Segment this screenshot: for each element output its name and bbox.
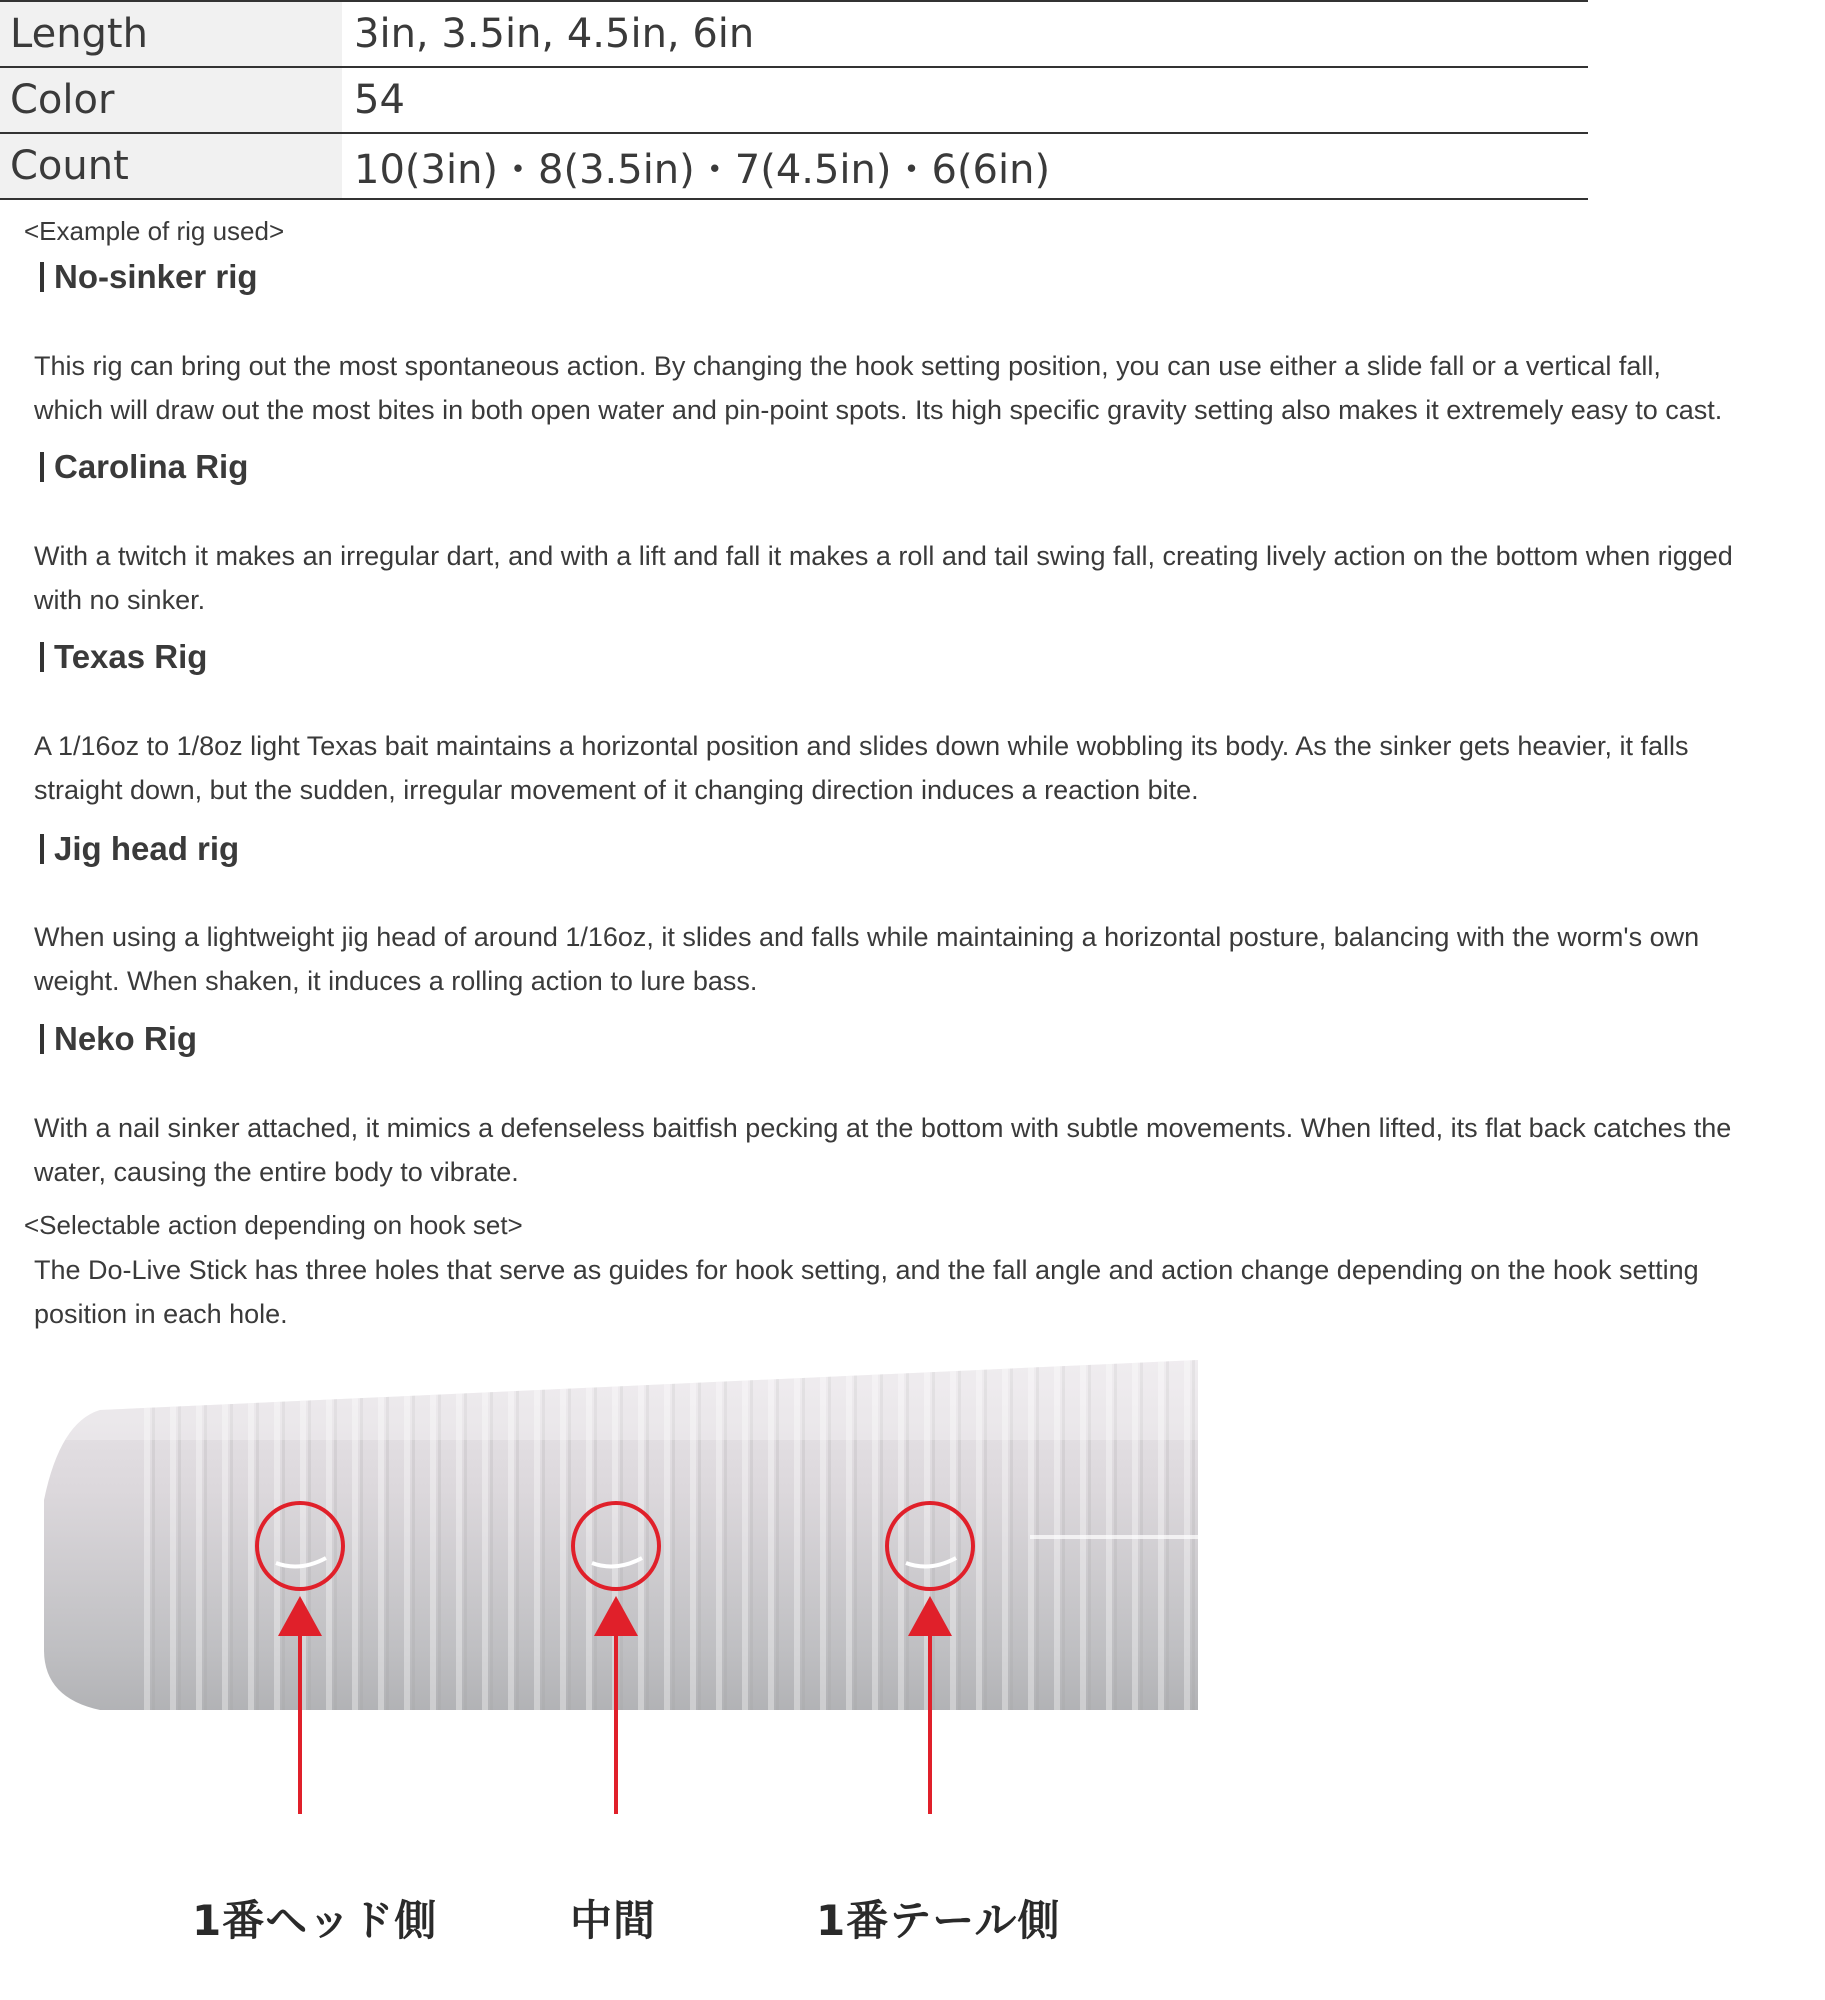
rig-title-text: Texas Rig bbox=[54, 638, 208, 675]
hook-section-description: The Do-Live Stick has three holes that serve as guides for hook setting, and the fall angle and action change depending on the hook setting position in each hole. bbox=[34, 1255, 1699, 1329]
worm-body bbox=[30, 1350, 1230, 1750]
hook-section-heading: <Selectable action depending on hook set> bbox=[24, 1210, 523, 1240]
label-tail-side: 1番テール側 bbox=[816, 1896, 1061, 1945]
rig-title-text: Neko Rig bbox=[54, 1020, 198, 1057]
spec-label: Color bbox=[0, 67, 342, 133]
worm-hook-diagram bbox=[30, 1350, 1230, 1950]
title-bar bbox=[40, 452, 44, 482]
spec-value: 3in, 3.5in, 4.5in, 6in bbox=[342, 1, 1588, 67]
rig-section-heading: <Example of rig used> bbox=[24, 216, 285, 246]
spec-label: Length bbox=[0, 1, 342, 67]
spec-row-length bbox=[0, 1, 1588, 67]
rig-description-neko: With a nail sinker attached, it mimics a defenseless baitfish pecking at the bottom with subtle movements. When lifted, its flat back catches the water, causing the entire body to vibrate. bbox=[34, 1113, 1732, 1187]
rig-title-text: Carolina Rig bbox=[54, 448, 249, 485]
title-bar bbox=[40, 262, 44, 292]
rig-title-text: Jig head rig bbox=[54, 830, 240, 867]
worm-photo bbox=[30, 1350, 1230, 1950]
rig-title-texas bbox=[40, 638, 207, 676]
rig-title-jig-head bbox=[40, 830, 239, 868]
rig-title-no-sinker bbox=[40, 258, 258, 296]
rig-description-jig-head: When using a lightweight jig head of around 1/16oz, it slides and falls while maintaining a horizontal posture, balancing with the worm's own weight. When shaken, it induces a rolling action to lure bass. bbox=[34, 922, 1700, 996]
rig-title-text: No-sinker rig bbox=[54, 258, 258, 295]
label-middle: 中間 bbox=[570, 1896, 657, 1945]
title-bar bbox=[40, 1024, 44, 1054]
spec-table bbox=[0, 0, 1588, 200]
title-bar bbox=[40, 642, 44, 672]
label-head-side: 1番ヘッド側 bbox=[192, 1896, 438, 1945]
rig-description-no-sinker: This rig can bring out the most spontaneous action. By changing the hook setting position, you can use either a slide fall or a vertical fall, which will draw out the most bites in both open water and pin-point spots. Its high specific gravity setting also makes it extremely easy to cast. bbox=[34, 351, 1723, 425]
rig-title-carolina bbox=[40, 448, 248, 486]
spec-value: 10(3in)・8(3.5in)・7(4.5in)・6(6in) bbox=[342, 133, 1588, 199]
rig-description-carolina: With a twitch it makes an irregular dart, and with a lift and fall it makes a roll and tail swing fall, creating lively action on the bottom when rigged with no sinker. bbox=[34, 541, 1733, 615]
spec-value: 54 bbox=[342, 67, 1588, 133]
spec-row-color bbox=[0, 67, 1588, 133]
rig-title-neko bbox=[40, 1020, 197, 1058]
spec-row-count bbox=[0, 133, 1588, 199]
title-bar bbox=[40, 834, 44, 864]
spec-label: Count bbox=[0, 133, 342, 199]
rig-description-texas: A 1/16oz to 1/8oz light Texas bait maintains a horizontal position and slides down while wobbling its body. As the sinker gets heavier, it falls straight down, but the sudden, irregular movement of it changing direction induces a reaction bite. bbox=[34, 731, 1689, 805]
